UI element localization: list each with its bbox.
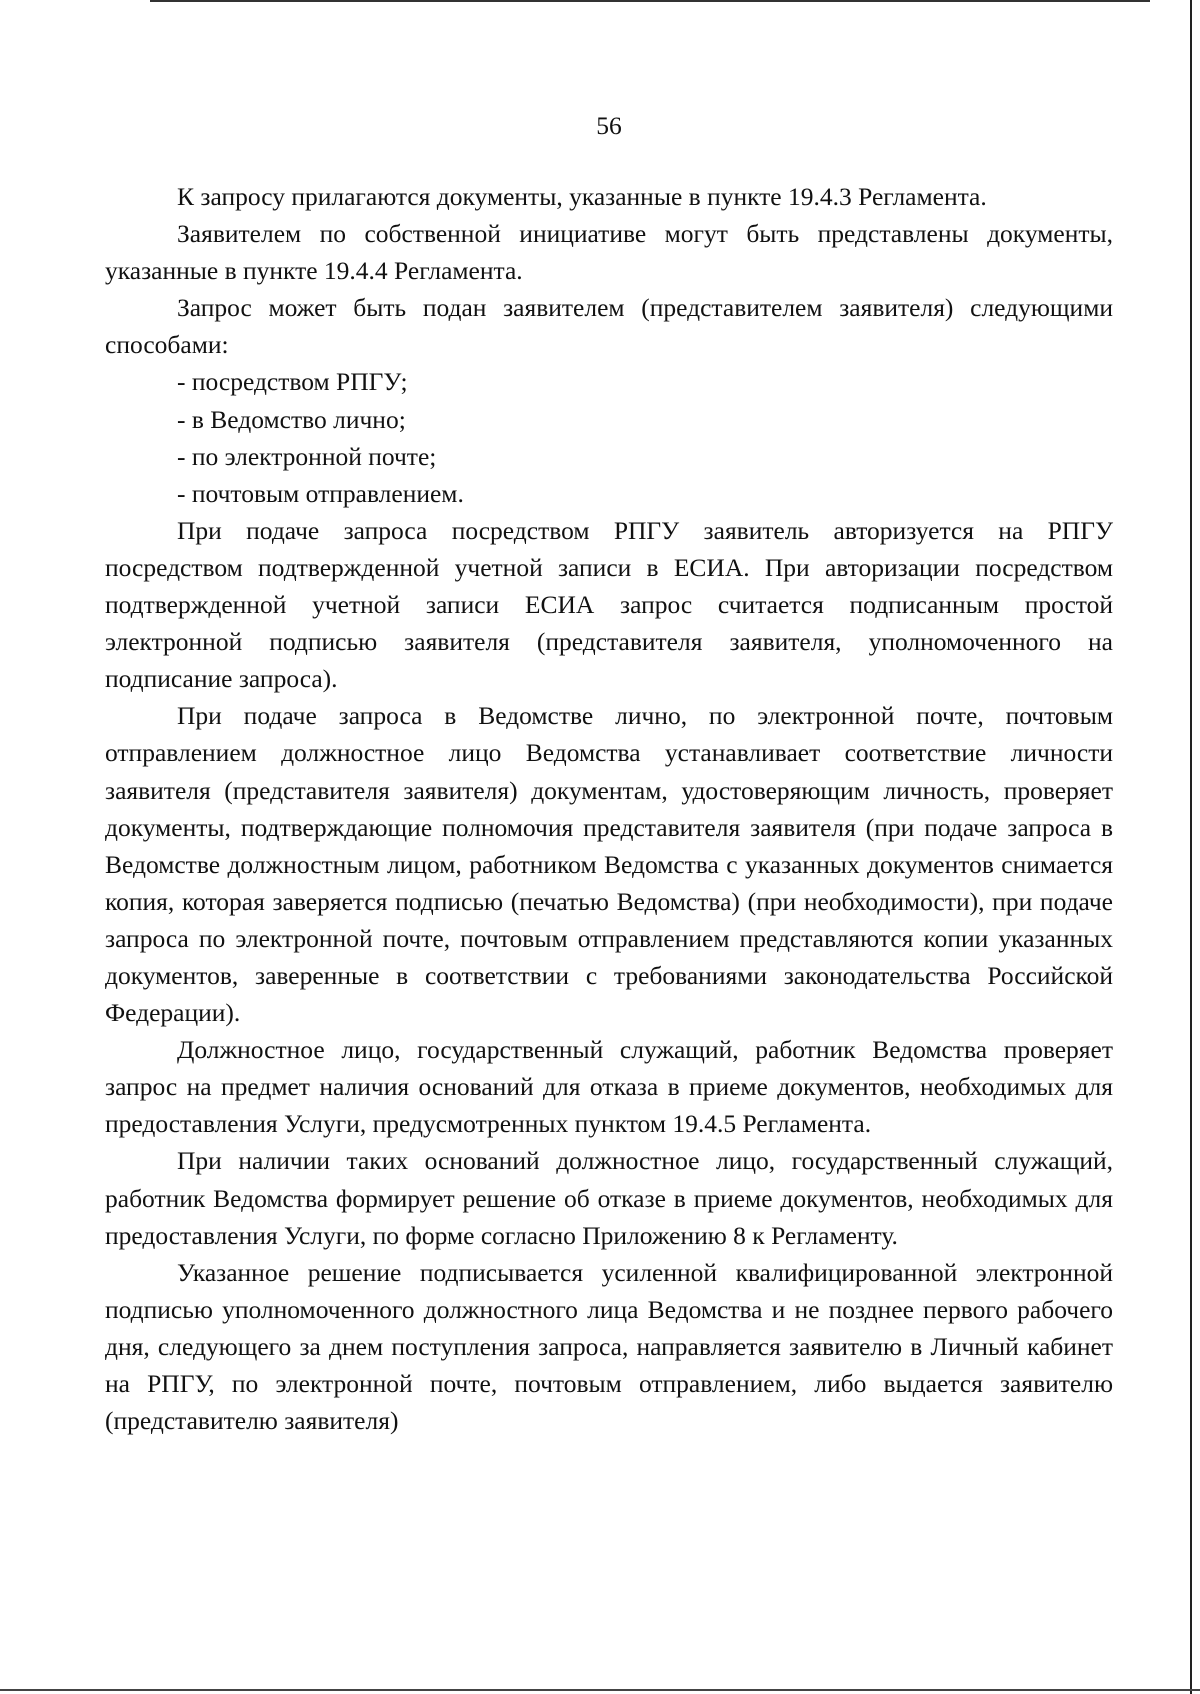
paragraph-own-initiative-documents: Заявителем по собственной инициативе могут быть представлены документы, указанные в пункте 19.4.4 Регламента. bbox=[105, 219, 1113, 286]
paragraph-decision-signing: Указанное решение подписывается усиленной квалифицированной электронной подписью уполномоченного должностного лица Ведомства и не позднее первого рабочего дня, следующего за днем поступления запроса, направляется заявителю в Личный кабинет на РПГУ, по электронной почте, почтовым отправлением, либо выдается заявителю (представителю заявителя) bbox=[105, 1257, 1113, 1436]
list-item-in-person: - в Ведомство лично; bbox=[177, 404, 406, 434]
scan-edge-bottom bbox=[0, 1689, 1200, 1691]
document-page bbox=[105, 108, 1113, 1439]
page-number: 56 bbox=[596, 111, 622, 140]
paragraph-in-person-verification: При подаче запроса в Ведомстве лично, по электронной почте, почтовым отправлением должностное лицо Ведомства устанавливает соответствие личности заявителя (представителя заявителя) документам, удостоверяющим личность, проверяет документы, подтверждающие полномочия представителя заявителя (при подаче запроса в Ведомстве должностным лицом, работником Ведомства с указанных документов снимается копия, которая заверяется подписью (печатью Ведомства) (при необходимости), при подаче запроса по электронной почте, почтовым отправлением представляются копии указанных документов, заверенные в соответствии с требованиями законодательства Российской Федерации). bbox=[105, 701, 1113, 1028]
paragraph-rpgu-authorization: При подаче запроса посредством РПГУ заявитель авторизуется на РПГУ посредством подтвержденной учетной записи в ЕСИА. При авторизации посредством подтвержденной учетной записи ЕСИА запрос считается подписанным простой электронной подписью заявителя (представителя заявителя, уполномоченного на подписание запроса). bbox=[105, 515, 1113, 694]
list-item-post: - почтовым отправлением. bbox=[177, 478, 464, 508]
list-item-email: - по электронной почте; bbox=[177, 441, 437, 471]
scan-edge-top bbox=[150, 0, 1150, 2]
scan-edge-right bbox=[1190, 0, 1192, 1694]
paragraph-attached-documents: К запросу прилагаются документы, указанные в пункте 19.4.3 Регламента. bbox=[177, 182, 987, 211]
paragraph-refusal-decision: При наличии таких оснований должностное лицо, государственный служащий, работник Ведомства формирует решение об отказе в приеме документов, необходимых для предоставления Услуги, по форме согласно Приложению 8 к Регламенту. bbox=[105, 1146, 1113, 1250]
paragraph-submission-methods: Запрос может быть подан заявителем (представителем заявителя) следующими способами: bbox=[105, 293, 1113, 360]
paragraph-refusal-check: Должностное лицо, государственный служащий, работник Ведомства проверяет запрос на предмет наличия оснований для отказа в приеме документов, необходимых для предоставления Услуги, предусмотренных пунктом 19.4.5 Регламента. bbox=[105, 1035, 1113, 1139]
list-item-rpgu: - посредством РПГУ; bbox=[177, 367, 408, 397]
